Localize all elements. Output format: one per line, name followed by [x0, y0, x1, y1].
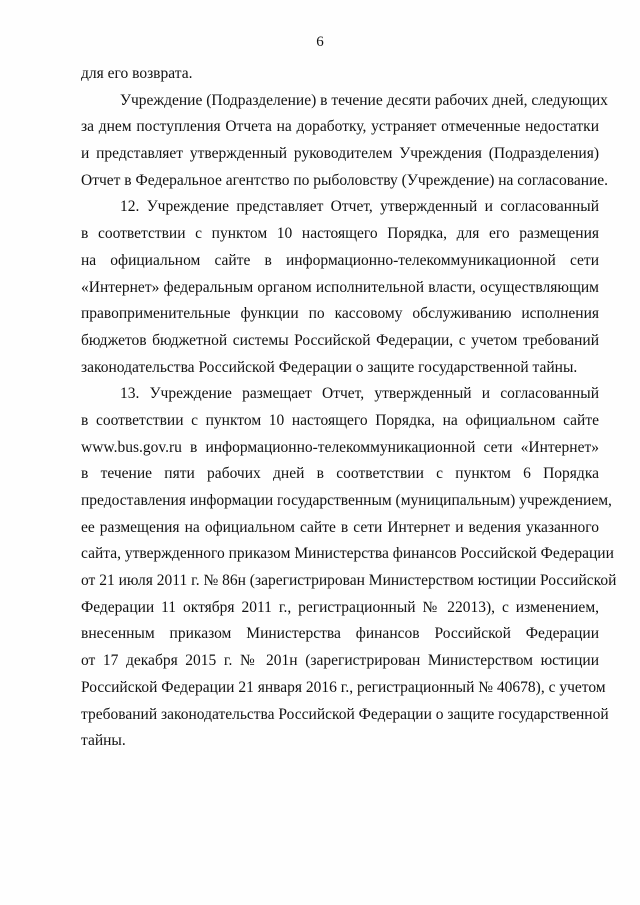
text-line: www.bus.gov.ru в информационно-телекоммуникационной сети «Интернет» [81, 438, 599, 456]
text-line: «Интернет» федеральным органом исполнительной власти, осуществляющим [81, 278, 599, 296]
text-line: бюджетов бюджетной системы Российской Федерации, с учетом требований [81, 331, 599, 349]
text-line: от 21 июля 2011 г. № 86н (зарегистрирован Министерством юстиции Российской [81, 572, 617, 590]
text-line: требований законодательства Российской Федерации о защите государственной [81, 705, 609, 723]
text-line: Федерации 11 октября 2011 г., регистрационный № 22013), с изменением, [81, 598, 599, 616]
text-line: 12. Учреждение представляет Отчет, утвержденный и согласованный [120, 198, 599, 216]
text-line: в соответствии с пунктом 10 настоящего Порядка, для его размещения [81, 225, 599, 243]
text-line: 13. Учреждение размещает Отчет, утвержденный и согласованный [120, 385, 599, 403]
text-line: Отчет в Федеральное агентство по рыболовству (Учреждение) на согласование. [81, 171, 609, 189]
text-line: от 17 декабря 2015 г. № 201н (зарегистрирован Министерством юстиции [81, 652, 599, 670]
text-line: ее размещения на официальном сайте в сети Интернет и ведения указанного [81, 518, 599, 536]
text-line: предоставления информации государственным (муниципальным) учреждением, [81, 492, 612, 509]
text-line: законодательства Российской Федерации о защите государственной тайны. [81, 358, 578, 376]
text-line: и представляет утвержденный руководителем Учреждения (Подразделения) [81, 145, 599, 163]
text-line: правоприменительные функции по кассовому обслуживанию исполнения [81, 305, 599, 323]
text-line: тайны. [81, 732, 126, 750]
text-line: на официальном сайте в информационно-телекоммуникационной сети [81, 251, 599, 269]
text-line: за днем поступления Отчета на доработку, устраняет отмеченные недостатки [81, 118, 599, 136]
document-body [81, 61, 617, 755]
text-line: Российской Федерации 21 января 2016 г., регистрационный № 40678), с учетом [81, 678, 606, 696]
text-line: для его возврата. [81, 65, 193, 82]
text-line: Учреждение (Подразделение) в течение десяти рабочих дней, следующих [120, 91, 608, 109]
text-line: внесенным приказом Министерства финансов Российской Федерации [81, 625, 599, 643]
text-line: в течение пяти рабочих дней в соответствии с пунктом 6 Порядка [81, 465, 599, 483]
page-number: 6 [316, 34, 324, 50]
text-line: сайта, утвержденного приказом Министерства финансов Российской Федерации [81, 545, 614, 563]
text-line: в соответствии с пунктом 10 настоящего Порядка, на официальном сайте [81, 411, 599, 429]
